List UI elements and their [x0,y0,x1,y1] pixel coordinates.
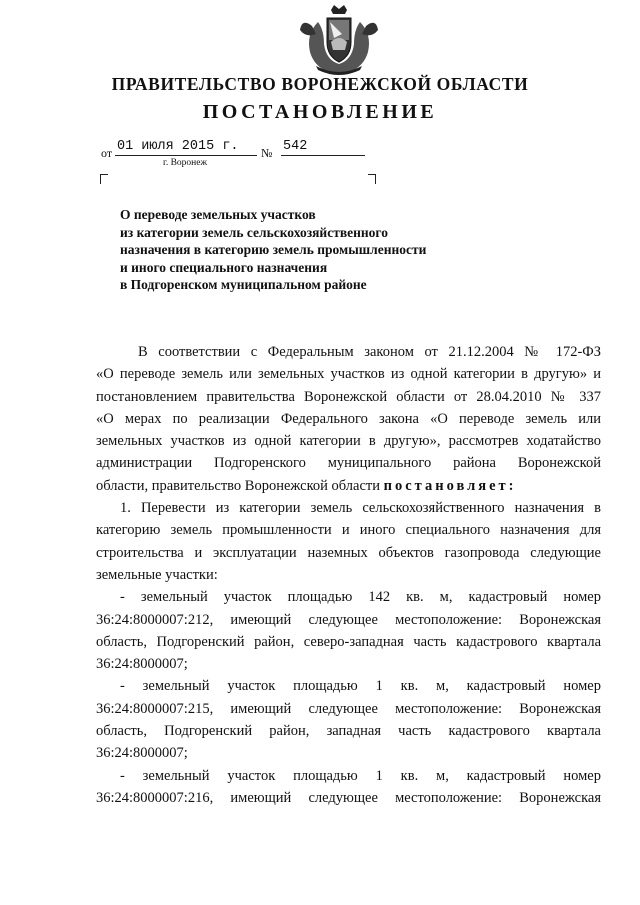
document-type: ПОСТАНОВЛЕНИЕ [202,101,438,123]
preamble-line: В соответствии с Федеральным законом от 21.12.2004 № 172-ФЗ [138,344,601,360]
title-line: из категории земель сельскохозяйственного [120,224,388,240]
plot-line: - земельный участок площадью 1 кв. м, кадастровый номер [120,678,601,695]
title-bracket-right [368,174,376,184]
government-name: ПРАВИТЕЛЬСТВО ВОРОНЕЖСКОЙ ОБЛАСТИ [111,74,529,94]
document-title [120,206,460,294]
plot-line: 36:24:8000007:212, имеющий следующее местоположение: Воронежская [96,611,601,628]
title-bracket-left [100,174,108,184]
title-line: и иного специального назначения [120,259,328,275]
title-line: О переводе земельных участков [120,207,316,222]
document-body [96,341,601,809]
item-line: 1. Перевести из категории земель сельскохозяйственного назначения в [120,500,601,517]
plot-line: 36:24:8000007:215, имеющий следующее местоположение: Воронежская [96,700,601,717]
plot-line: - земельный участок площадью 142 кв. м, кадастровый номер [120,589,601,606]
preamble-line [96,475,601,497]
plot-line: - земельный участок площадью 1 кв. м, кадастровый номер [120,767,601,784]
plot-line: 36:24:8000007; [96,745,188,762]
document-number: 542 [281,140,365,156]
title-line: в Подгоренском муниципальном районе [120,277,367,292]
decree-word: постановляет: [383,477,517,494]
document-date: 01 июля 2015 г. [115,140,257,156]
plot-line: область, Подгоренский район, западная часть кадастрового квартала [96,723,601,740]
item-line: категорию земель промышленности и иного специального назначения для [96,522,601,539]
preamble-line: администрации Подгоренского муниципального района Воронежской [96,455,601,472]
date-number-line [101,140,361,166]
city: г. Воронеж [163,158,208,168]
coat-of-arms-emblem [298,4,380,76]
preamble-line: «О мерах по реализации Федерального закона «О переводе земель или [96,410,601,427]
item-line: земельные участки: [96,566,218,583]
plot-line: 36:24:8000007:216, имеющий следующее местоположение: Воронежская [96,789,601,806]
title-line: назначения в категорию земель промышленности [120,242,427,257]
plot-line: область, Подгоренский район, северо-западная часть кадастрового квартала [96,633,601,650]
preamble-line: земельных участков из одной категории в другую», рассмотрев ходатайство [96,433,601,450]
preamble-line: постановлением правительства Воронежской области от 28.04.2010 № 337 [96,388,601,405]
number-label: № [261,146,273,160]
preamble-line: «О переводе земель или земельных участков из одной категории в другую» и [96,366,601,383]
date-prefix: от [101,146,113,160]
plot-line: 36:24:8000007; [96,656,188,673]
preamble-end: области, правительство Воронежской области [96,477,381,494]
item-line: строительства и эксплуатации наземных объектов газопровода следующие [96,544,601,561]
